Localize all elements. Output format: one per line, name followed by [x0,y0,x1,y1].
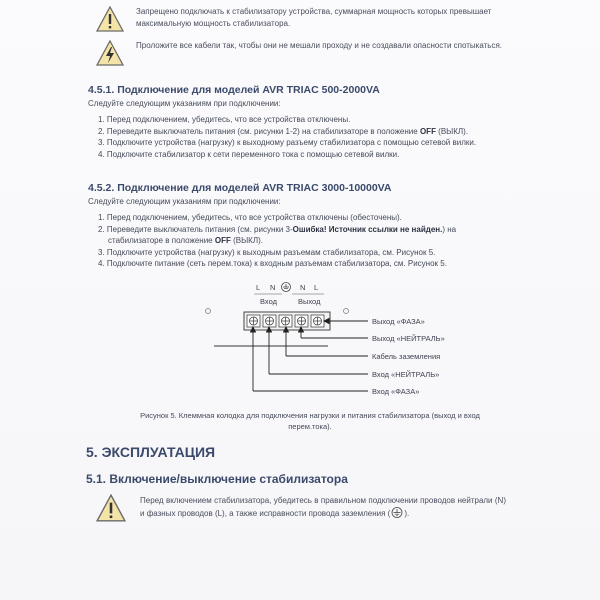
figure-caption: Рисунок 5. Клеммная колодка для подключения нагрузки и питания стабилизатора (выход и вход перем.тока). [140,411,480,431]
mount-hole-right [344,309,349,314]
mount-hole-left [206,309,211,314]
group-label-input: Вход [260,297,277,306]
section-452-title: 4.5.2. Подключение для моделей AVR TRIAC 3000-10000VA [88,182,392,194]
callout-input-neutral: Вход «НЕЙТРАЛЬ» [372,370,440,379]
section-451-steps [98,114,508,160]
list-item: 4. Подключите стабилизатор к сети переменного тока с помощью сетевой вилки. [98,149,400,159]
callout-input-phase: Вход «ФАЗА» [372,387,420,396]
section-451-intro: Следуйте следующим указаниям при подключении: [88,99,281,108]
callout-output-phase: Выход «ФАЗА» [372,317,425,326]
terminal-block-diagram [200,278,500,400]
warning-block-cables [96,40,516,66]
list-item: 2. Переведите выключатель питания (см. рисунки 1-2) на стабилизаторе в положение OFF (ВЫКЛ). [98,126,469,136]
warning-block-power [96,6,516,32]
warning-block-wiring [96,494,506,522]
terminal-letter-n-in: N [270,283,276,292]
warning-triangle-icon [96,6,124,32]
callout-ground-cable: Кабель заземления [372,352,441,361]
terminal-letter-l-out: L [314,283,319,292]
section-452-intro: Следуйте следующим указаниям при подключении: [88,197,281,206]
callout-output-neutral: Выход «НЕЙТРАЛЬ» [372,334,445,343]
terminal-letter-n-out: N [300,283,306,292]
terminal-letter-l-in: L [256,283,261,292]
list-item: 3. Подключите устройства (нагрузку) к выходным разъемам стабилизатора, см. Рисунок 5. [98,247,436,257]
warning-text-wiring: Перед включением стабилизатора, убедитесь в правильном подключении проводов нейтрали (N) и фазных проводов (L), а также исправности провода заземления ( ). [140,496,506,518]
group-label-output: Выход [298,297,321,306]
electric-shock-icon [96,40,124,66]
list-item: 4. Подключите питание (сеть перем.тока) к входным разъемам стабилизатора, см. Рисунок 5. [98,259,447,268]
list-item: 2. Переведите выключатель питания (см. рисунки 3-Ошибка! Источник ссылки не найден.) на стабилизаторе в положение OFF (ВЫКЛ). [98,224,457,245]
section-452-steps [98,212,508,270]
section-51-title: 5.1. Включение/выключение стабилизатора [86,472,348,486]
ground-symbol-icon [390,507,404,518]
warning-text-cables: Проложите все кабели так, чтобы они не мешали проходу и не создавали опасности спотыкаться. [136,41,503,50]
terminal-screws [247,315,324,327]
warning-triangle-icon [96,494,126,522]
list-item: 3. Подключите устройства (нагрузку) к выходному разъему стабилизатора с помощью сетевой вилки. [98,138,477,147]
list-item: 1. Перед подключением, убедитесь, что все устройства отключены. [98,115,351,124]
section-451-title: 4.5.1. Подключение для моделей AVR TRIAC 500-2000VA [88,84,380,96]
list-item: 1. Перед подключением, убедитесь, что все устройства отключены (обесточены). [98,213,402,222]
section-5-title: 5. ЭКСПЛУАТАЦИЯ [86,444,216,460]
warning-text-power: Запрещено подключать к стабилизатору устройства, суммарная мощность которых превышает максимальную мощность стабилизатора. [136,7,492,28]
